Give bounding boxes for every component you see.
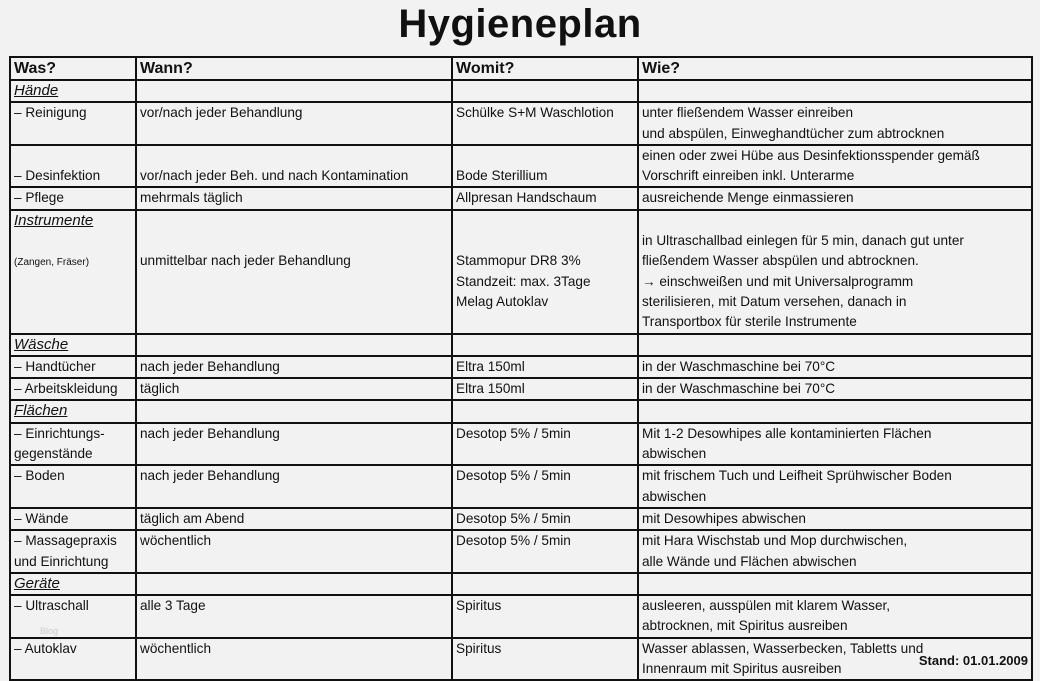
cell-womit: Bode Sterillium bbox=[452, 145, 638, 188]
cell-womit: Eltra 150ml bbox=[452, 378, 638, 400]
cell-wann: nach jeder Behandlung bbox=[136, 356, 452, 378]
header-wann: Wann? bbox=[136, 57, 452, 80]
table-row bbox=[10, 423, 1032, 466]
cell-wie: in der Waschmaschine bei 70°C bbox=[638, 356, 1032, 378]
table-row bbox=[10, 145, 1032, 188]
cell-wie bbox=[638, 400, 1032, 422]
cell-wie: mit frischem Tuch und Leifheit Sprühwischer Boden abwischen bbox=[638, 465, 1032, 508]
cell-wie: Mit 1-2 Desowhipes alle kontaminierten Flächen abwischen bbox=[638, 423, 1032, 466]
cell-womit: Desotop 5% / 5min bbox=[452, 508, 638, 530]
table-row bbox=[10, 378, 1032, 400]
stand-date: Stand: 01.01.2009 bbox=[918, 653, 1028, 668]
cell-wann: unmittelbar nach jeder Behandlung bbox=[136, 210, 452, 334]
cell-was: – Ultraschall bbox=[10, 595, 136, 638]
cell-wann bbox=[136, 573, 452, 595]
cell-wie bbox=[638, 334, 1032, 356]
cell-was: – Handtücher bbox=[10, 356, 136, 378]
section-row bbox=[10, 400, 1032, 422]
cell-womit bbox=[452, 400, 638, 422]
section-row bbox=[10, 573, 1032, 595]
cell-womit: Desotop 5% / 5min bbox=[452, 465, 638, 508]
cell-was: – Massagepraxis und Einrichtung bbox=[10, 530, 136, 573]
table-header-row bbox=[10, 57, 1032, 80]
watermark: Blog bbox=[40, 626, 59, 636]
cell-womit: Desotop 5% / 5min bbox=[452, 423, 638, 466]
cell-was bbox=[10, 80, 136, 102]
cell-was bbox=[10, 400, 136, 422]
cell-wann: wöchentlich bbox=[136, 638, 452, 681]
cell-was: – Desinfektion bbox=[10, 145, 136, 188]
cell-was: – Einrichtungs- gegenstände bbox=[10, 423, 136, 466]
cell-was: – Autoklav bbox=[10, 638, 136, 681]
section-title: Flächen bbox=[14, 402, 68, 420]
table-row bbox=[10, 465, 1032, 508]
cell-wann bbox=[136, 400, 452, 422]
table-row bbox=[10, 187, 1032, 209]
table-row bbox=[10, 210, 1032, 334]
cell-wann: vor/nach jeder Behandlung bbox=[136, 102, 452, 145]
cell-womit bbox=[452, 334, 638, 356]
cell-was: – Reinigung bbox=[10, 102, 136, 145]
cell-was bbox=[10, 573, 136, 595]
cell-wie: mit Desowhipes abwischen bbox=[638, 508, 1032, 530]
cell-wann: nach jeder Behandlung bbox=[136, 423, 452, 466]
cell-was: – Arbeitskleidung bbox=[10, 378, 136, 400]
section-title: Wäsche bbox=[14, 335, 69, 353]
cell-wann: wöchentlich bbox=[136, 530, 452, 573]
section-title: Instrumente bbox=[14, 211, 94, 229]
table-row bbox=[10, 595, 1032, 638]
cell-wie: in der Waschmaschine bei 70°C bbox=[638, 378, 1032, 400]
section-row bbox=[10, 334, 1032, 356]
cell-wie: unter fließendem Wasser einreiben und abspülen, Einweghandtücher zum abtrocknen bbox=[638, 102, 1032, 145]
cell-wann: täglich am Abend bbox=[136, 508, 452, 530]
cell-wann bbox=[136, 334, 452, 356]
header-was: Was? bbox=[10, 57, 136, 80]
cell-wie: mit Hara Wischstab und Mop durchwischen, alle Wände und Flächen abwischen bbox=[638, 530, 1032, 573]
cell-wie: ausreichende Menge einmassieren bbox=[638, 187, 1032, 209]
table-row bbox=[10, 102, 1032, 145]
cell-wann: alle 3 Tage bbox=[136, 595, 452, 638]
table-row bbox=[10, 356, 1032, 378]
cell-wie: einen oder zwei Hübe aus Desinfektionsspender gemäß Vorschrift einreiben inkl. Unterarme bbox=[638, 145, 1032, 188]
section-title: Hände bbox=[14, 82, 59, 99]
cell-womit bbox=[452, 80, 638, 102]
cell-was: – Wände bbox=[10, 508, 136, 530]
cell-wann: vor/nach jeder Beh. und nach Kontamination bbox=[136, 145, 452, 188]
cell-wann bbox=[136, 80, 452, 102]
cell-was: – Boden bbox=[10, 465, 136, 508]
cell-womit bbox=[452, 573, 638, 595]
cell-wie: ausleeren, ausspülen mit klarem Wasser, abtrocknen, mit Spiritus ausreiben bbox=[638, 595, 1032, 638]
cell-womit: Spiritus bbox=[452, 595, 638, 638]
cell-was: – Pflege bbox=[10, 187, 136, 209]
table-row bbox=[10, 530, 1032, 573]
page-title: Hygieneplan bbox=[398, 2, 642, 46]
table-row bbox=[10, 638, 1032, 681]
header-wie: Wie? bbox=[638, 57, 1032, 80]
cell-wie bbox=[638, 80, 1032, 102]
cell-was bbox=[10, 334, 136, 356]
cell-womit: Stammopur DR8 3% Standzeit: max. 3Tage Melag Autoklav bbox=[452, 210, 638, 334]
section-subtitle: (Zangen, Fräser) bbox=[14, 257, 90, 269]
cell-wie: Wasser ablassen, Wasserbecken, Tabletts und Innenraum mit Spiritus ausreiben bbox=[638, 638, 1032, 681]
cell-womit: Schülke S+M Waschlotion bbox=[452, 102, 638, 145]
cell-wann: nach jeder Behandlung bbox=[136, 465, 452, 508]
cell-womit: Eltra 150ml bbox=[452, 356, 638, 378]
table-row bbox=[10, 508, 1032, 530]
section-title: Geräte bbox=[14, 574, 60, 592]
cell-womit: Desotop 5% / 5min bbox=[452, 530, 638, 573]
cell-wann: mehrmals täglich bbox=[136, 187, 452, 209]
cell-wie: in Ultraschallbad einlegen für 5 min, danach gut unter fließendem Wasser abspülen und abtrocknen. → einschweißen und mit Universalprogramm sterilisieren, mit Datum versehen, danach in Transportbox für sterile Instrumente bbox=[638, 210, 1032, 334]
cell-wann: täglich bbox=[136, 378, 452, 400]
cell-womit: Allpresan Handschaum bbox=[452, 187, 638, 209]
cell-was bbox=[10, 210, 136, 334]
hygiene-table bbox=[9, 56, 1033, 681]
section-row bbox=[10, 80, 1032, 102]
cell-womit: Spiritus bbox=[452, 638, 638, 681]
header-womit: Womit? bbox=[452, 57, 638, 80]
cell-wie bbox=[638, 573, 1032, 595]
